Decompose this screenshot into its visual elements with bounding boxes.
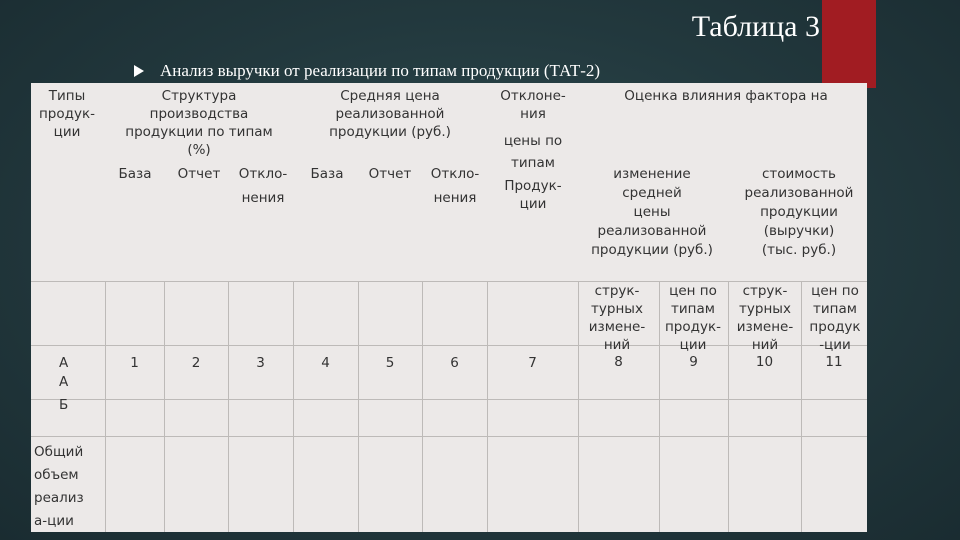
grid-line (31, 399, 867, 400)
subheader-type-prices: цен по типам продук- ции (664, 283, 721, 353)
grid-line (293, 281, 294, 532)
row-label-a: А (59, 374, 69, 390)
header-product-types: Типы продук- ции (38, 88, 95, 140)
column-number: 8 (614, 354, 623, 370)
subheader-deviation: Откло- нения (430, 166, 480, 206)
grid-line (164, 281, 165, 532)
grid-line (358, 281, 359, 532)
slide-subtitle: Анализ выручки от реализации по типам продукции (ТАТ-2) (160, 61, 601, 80)
column-number: 7 (528, 355, 537, 371)
subtitle-row (134, 61, 600, 81)
column-number: 2 (191, 355, 201, 371)
header-deviation-products: Продук- ции (504, 178, 562, 212)
column-number: 11 (825, 354, 843, 370)
row-label-b: Б (59, 397, 69, 413)
column-number: 1 (130, 355, 139, 371)
title-accent-bar (822, 0, 876, 88)
header-factor-influence: Оценка влияния фактора на (624, 88, 828, 104)
grid-line (487, 281, 488, 532)
subheader-report: Отчет (177, 166, 221, 182)
column-number: 9 (689, 354, 698, 370)
column-number: А (59, 355, 69, 371)
subheader-base: База (310, 166, 344, 182)
revenue-analysis-table (31, 83, 867, 532)
header-deviation: Отклоне- ния (500, 88, 566, 122)
header-production-structure: Структура производства продукции по типам (%) (125, 88, 273, 158)
header-deviation-prices: цены по типам (503, 133, 563, 171)
subheader-base: База (118, 166, 152, 182)
column-number: 10 (755, 354, 774, 370)
subheader-deviation: Откло- нения (238, 166, 288, 206)
column-number: 5 (385, 355, 395, 371)
grid-line (105, 281, 106, 532)
subheader-revenue-value: стоимость реализованной продукции (выручки) (тыс. руб.) (744, 166, 854, 258)
subheader-report: Отчет (368, 166, 412, 182)
subheader-price-change: изменение средней цены реализованной продукции (руб.) (591, 166, 713, 258)
column-number: 6 (450, 355, 459, 371)
grid-line (31, 436, 867, 437)
column-number: 4 (321, 355, 330, 371)
subheader-structural-changes: струк- турных измене- ний (736, 283, 794, 353)
row-label-total: Общий объем реализ а-ции (34, 444, 84, 529)
header-average-price: Средняя цена реализованной продукции (руб.) (329, 88, 451, 140)
bullet-arrow-icon (134, 65, 144, 77)
column-number: 3 (256, 355, 265, 371)
subheader-structural-changes: струк- турных измене- ний (588, 283, 646, 353)
grid-line (422, 281, 423, 532)
grid-line (578, 281, 579, 532)
slide-title: Таблица 3 (691, 10, 820, 43)
grid-line (228, 281, 229, 532)
subheader-type-prices: цен по типам продук -ции (809, 283, 861, 353)
